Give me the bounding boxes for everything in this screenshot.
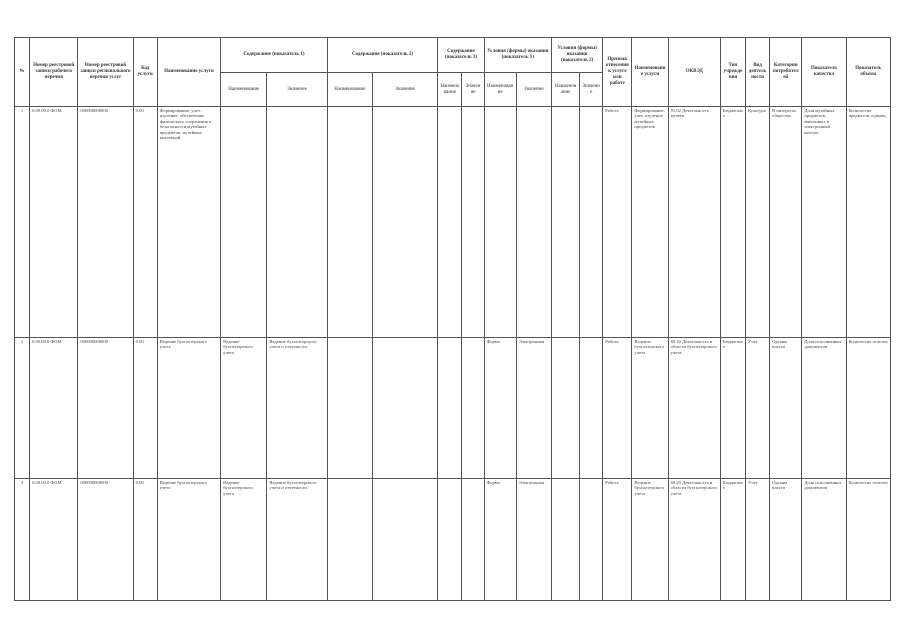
service-name: Формирование, учет, изучение, обеспечение физического сохранения и безопасности музейных предметов, музейных коллекций <box>157 107 220 338</box>
content-3-name <box>438 107 462 338</box>
header-conditions-1-name: Наименование <box>484 73 516 107</box>
content-1-value: Ведение бухгалтерского учета и отчетности <box>267 479 327 601</box>
institution-type: Бюджетное <box>720 338 745 479</box>
volume-indicator: Количество отчетов <box>846 338 890 479</box>
content-3-value <box>462 107 484 338</box>
row-number: 3 <box>15 479 30 601</box>
working-registry-number: 0.00.00.0 ФОМ <box>30 479 78 601</box>
content-2-name <box>327 479 372 601</box>
header-conditions-1: Условия (формы) оказания (показатель 1) <box>484 38 551 73</box>
consumer-categories: Органы власти <box>770 338 802 479</box>
conditions-1-value: Электронная <box>516 338 551 479</box>
volume-indicator: Количество отчетов <box>846 479 890 601</box>
conditions-2-value <box>580 479 603 601</box>
regional-registry-number: 000000000000 <box>78 338 133 479</box>
okved: 69.20 Деятельность в области бухгалтерского учета <box>668 338 720 479</box>
header-no: № <box>15 38 30 107</box>
table-row <box>15 479 891 601</box>
service-or-work: Работа <box>603 338 632 479</box>
service-name: Ведение бухгалтерского учета <box>157 479 220 601</box>
quality-indicator: Доля музейных предметов, внесенных в электронный каталог <box>802 107 846 338</box>
header-volume-indicator: Показатель объема <box>846 38 890 107</box>
content-2-value <box>372 107 437 338</box>
conditions-1-name: Форма <box>484 479 516 601</box>
header-content-3-name: Наименование <box>438 73 462 107</box>
registry-table <box>14 37 891 601</box>
institution-type: Бюджетное <box>720 107 745 338</box>
activity-type: Учет <box>746 338 770 479</box>
content-1-value <box>267 107 327 338</box>
header-service-code: Код услуги <box>133 38 157 107</box>
registry-table-container <box>14 37 891 601</box>
content-3-value <box>462 479 484 601</box>
content-2-value <box>372 479 437 601</box>
conditions-1-name: Форма <box>484 338 516 479</box>
conditions-1-value: Электронная <box>516 479 551 601</box>
conditions-2-value <box>580 107 603 338</box>
header-service-or-work: Признак отнесения к услуге или работе <box>603 38 632 107</box>
conditions-2-name <box>551 479 579 601</box>
regional-registry-number: 000000000000 <box>78 107 133 338</box>
content-1-name <box>221 107 267 338</box>
volume-indicator: Количество предметов, единиц <box>846 107 890 338</box>
content-2-value <box>372 338 437 479</box>
header-conditions-1-value: Значение <box>516 73 551 107</box>
header-content-2-value: Значение <box>372 73 437 107</box>
content-3-value <box>462 338 484 479</box>
content-2-name <box>327 338 372 479</box>
working-registry-number: 0.00.00.0 ФОМ <box>30 107 78 338</box>
header-name: Наименование услуги <box>632 38 668 107</box>
header-working-registry-number: Номер реестровой записи рабочего перечня <box>30 38 78 107</box>
consumer-categories: В интересах общества <box>770 107 802 338</box>
conditions-2-name <box>551 107 579 338</box>
content-1-value: Ведение бухгалтерского учета и отчетности <box>267 338 327 479</box>
okved: 91.02 Деятельность музеев <box>668 107 720 338</box>
activity-type: Культура <box>746 107 770 338</box>
consumer-categories: Органы власти <box>770 479 802 601</box>
service-code: 0.00 <box>133 338 157 479</box>
name: Ведение бухгалтерского учета <box>632 479 668 601</box>
institution-type: Бюджетное <box>720 479 745 601</box>
header-conditions-2-name: Наименование <box>551 73 579 107</box>
service-or-work: Работа <box>603 479 632 601</box>
name: Формирование, учет, изучение музейных предметов <box>632 107 668 338</box>
header-content-2-name: Наименование <box>327 73 372 107</box>
header-institution-type: Тип учреждения <box>720 38 745 107</box>
name: Ведение бухгалтерского учета <box>632 338 668 479</box>
row-number: 1 <box>15 107 30 338</box>
row-number: 2 <box>15 338 30 479</box>
header-content-1-value: Значение <box>267 73 327 107</box>
header-service-name: Наименование услуги <box>157 38 220 107</box>
content-3-name <box>438 479 462 601</box>
activity-type: Учет <box>746 479 770 601</box>
conditions-2-value <box>580 338 603 479</box>
service-code: 0.00 <box>133 107 157 338</box>
regional-registry-number: 000000000000 <box>78 479 133 601</box>
content-1-name: Ведение бухгалтерского учета <box>221 338 267 479</box>
header-content-1-name: Наименование <box>221 73 267 107</box>
service-or-work: Работа <box>603 107 632 338</box>
table-row <box>15 338 891 479</box>
service-code: 0.00 <box>133 479 157 601</box>
quality-indicator: Доля исполненных документов <box>802 338 846 479</box>
content-2-name <box>327 107 372 338</box>
header-content-2: Содержание (показатель 2) <box>327 38 438 73</box>
header-content-3-value: Значение <box>462 73 484 107</box>
header-okved: ОКВЭД <box>668 38 720 107</box>
header-activity-type: Вид деятельности <box>746 38 770 107</box>
header-conditions-2: Условия (формы) оказания (показатель 2) <box>551 38 602 73</box>
table-row <box>15 107 891 338</box>
header-consumer-categories: Категории потребителей <box>770 38 802 107</box>
content-1-name: Ведение бухгалтерского учета <box>221 479 267 601</box>
header-content-3: Содержание (показатель 3) <box>438 38 484 73</box>
header-row-1 <box>15 38 891 73</box>
content-3-name <box>438 338 462 479</box>
header-quality-indicator: Показатель качества <box>802 38 846 107</box>
conditions-1-value <box>516 107 551 338</box>
conditions-2-name <box>551 338 579 479</box>
conditions-1-name <box>484 107 516 338</box>
working-registry-number: 0.00.00.0 ФОМ <box>30 338 78 479</box>
header-content-1: Содержание (показатель 1) <box>221 38 328 73</box>
okved: 69.20 Деятельность в области бухгалтерского учета <box>668 479 720 601</box>
header-conditions-2-value: Значение <box>580 73 603 107</box>
service-name: Ведение бухгалтерского учета <box>157 338 220 479</box>
header-regional-registry-number: Номер реестровой записи регионального перечня услуг <box>78 38 133 107</box>
quality-indicator: Доля исполненных документов <box>802 479 846 601</box>
